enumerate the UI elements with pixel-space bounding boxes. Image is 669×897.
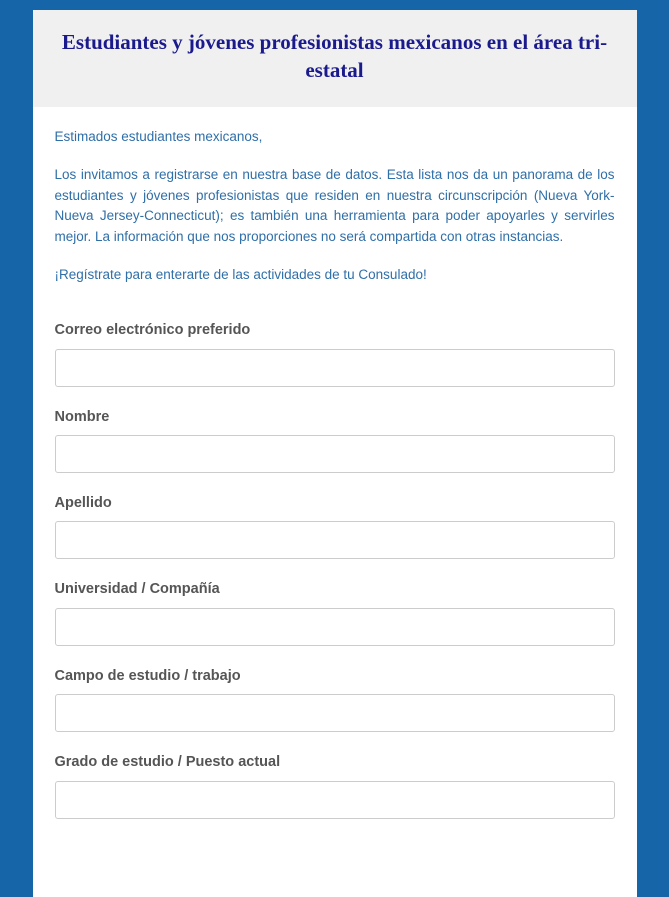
field-label-grado-estudio-puesto: Grado de estudio / Puesto actual	[54, 754, 281, 771]
field-campo-estudio-trabajo	[55, 668, 615, 732]
field-label-universidad-compania: Universidad / Compañía	[54, 581, 220, 598]
field-label-campo-estudio-trabajo: Campo de estudio / trabajo	[54, 667, 241, 684]
field-grado-estudio-puesto	[55, 754, 615, 818]
input-apellido[interactable]	[55, 521, 615, 559]
input-grado-estudio-puesto[interactable]	[55, 781, 615, 819]
intro-paragraph: Los invitamos a registrarse en nuestra base de datos. Esta lista nos da un panorama de los estudiantes y jóvenes profesionistas que residen en nuestra circunscripción (Nueva York-Nueva Jersey-Connecticut); es también una herramienta para poder apoyarles y servirles mejor. La información que nos proporciones no será compartida con otras instancias.	[54, 166, 615, 245]
form-fields	[55, 322, 615, 818]
input-nombre[interactable]	[55, 435, 615, 473]
input-campo-estudio-trabajo[interactable]	[55, 694, 615, 732]
field-label-nombre: Nombre	[54, 408, 110, 425]
field-apellido	[55, 495, 615, 559]
field-universidad-compania	[55, 581, 615, 645]
form-body	[33, 107, 637, 819]
field-label-correo-electronico: Correo electrónico preferido	[54, 322, 251, 339]
intro-greeting: Estimados estudiantes mexicanos,	[54, 128, 263, 144]
intro-callout: ¡Regístrate para enterarte de las actividades de tu Consulado!	[54, 267, 427, 283]
intro-text-block	[55, 127, 615, 287]
form-header	[33, 10, 637, 107]
input-correo-electronico[interactable]	[55, 349, 615, 387]
input-universidad-compania[interactable]	[55, 608, 615, 646]
page-title: Estudiantes y jóvenes profesionistas mexicanos en el área tri-estatal	[61, 30, 608, 83]
field-correo-electronico	[55, 322, 615, 386]
field-label-apellido: Apellido	[54, 495, 112, 511]
registration-form-card	[33, 10, 637, 897]
field-nombre	[55, 409, 615, 473]
